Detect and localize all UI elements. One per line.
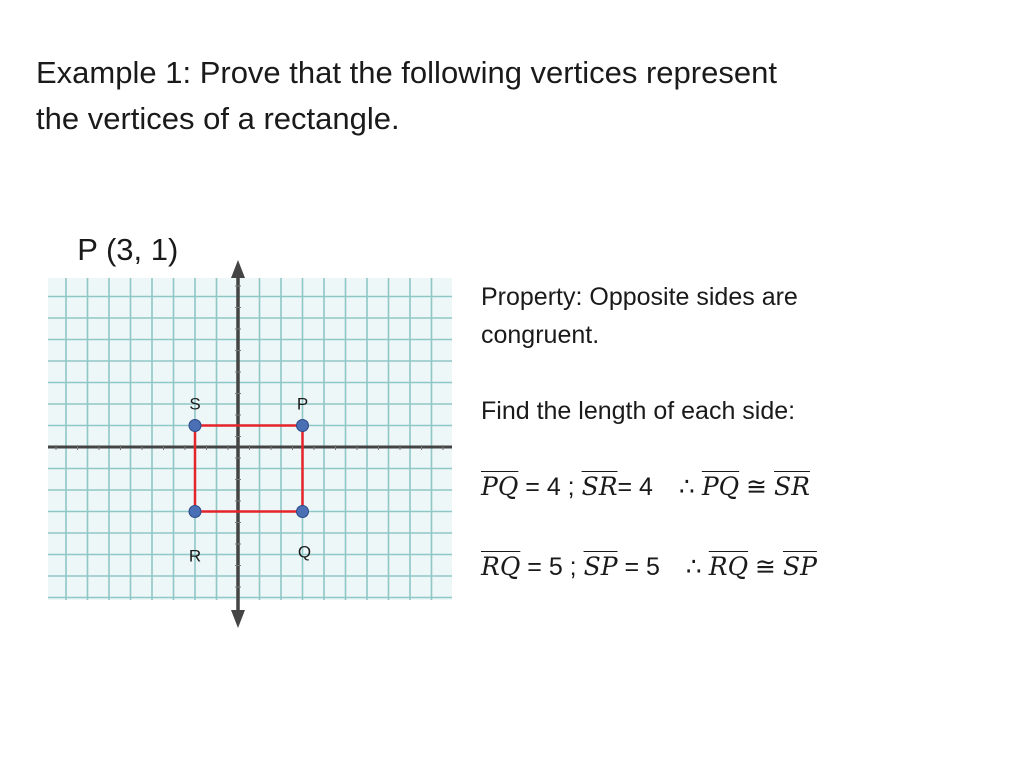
- segment-sp: $\overline{SP}$: [583, 552, 618, 581]
- segment-sr: $\overline{SR}$: [581, 472, 618, 501]
- vertex-point-r: [189, 506, 201, 518]
- congruence-rhs-1: $\overline{SR}$: [774, 472, 810, 501]
- solution-panel: [481, 278, 921, 586]
- problem-title: [36, 50, 976, 142]
- therefore-symbol-1: ∴: [678, 473, 702, 501]
- therefore-symbol-2: ∴: [685, 553, 709, 581]
- title-line-1: Example 1: Prove that the following vertices represent: [36, 55, 777, 90]
- segment-pq: $\overline{PQ}$: [481, 472, 519, 501]
- congruence-lhs-2: $\overline{RQ}$: [708, 552, 749, 581]
- y-axis-arrow-up-icon: [231, 260, 245, 278]
- instruction-text: Find the length of each side:: [481, 397, 796, 425]
- value-sp: = 5: [617, 553, 660, 581]
- vertex-point-p: [297, 420, 309, 432]
- value-pq: = 4 ;: [518, 473, 582, 501]
- vertex-letter-q: Q: [297, 542, 312, 562]
- equation-row-2: [481, 548, 921, 586]
- segment-rq: $\overline{RQ}$: [481, 552, 521, 581]
- congruent-symbol-1: ≅: [739, 473, 774, 501]
- vertex-point-q: [297, 506, 309, 518]
- value-sr: = 4: [617, 473, 653, 501]
- vertex-point-s: [189, 420, 201, 432]
- vertex-letter-p: P: [296, 394, 309, 414]
- coordinate-grid: [46, 258, 456, 630]
- vertex-p-label: P (3, 1): [77, 232, 179, 267]
- title-line-2: the vertices of a rectangle.: [36, 101, 400, 136]
- y-axis-arrow-down-icon: [231, 610, 245, 628]
- property-line-2: congruent.: [481, 321, 600, 349]
- congruence-rhs-2: $\overline{SP}$: [782, 552, 817, 581]
- congruent-symbol-2: ≅: [748, 553, 783, 581]
- equation-row-1: [481, 468, 921, 506]
- value-rq: = 5 ;: [520, 553, 584, 581]
- congruence-lhs-1: $\overline{PQ}$: [701, 472, 740, 501]
- vertex-letter-r: R: [188, 546, 202, 566]
- vertex-letter-s: S: [189, 394, 201, 414]
- property-line-1: Property: Opposite sides are: [481, 283, 798, 311]
